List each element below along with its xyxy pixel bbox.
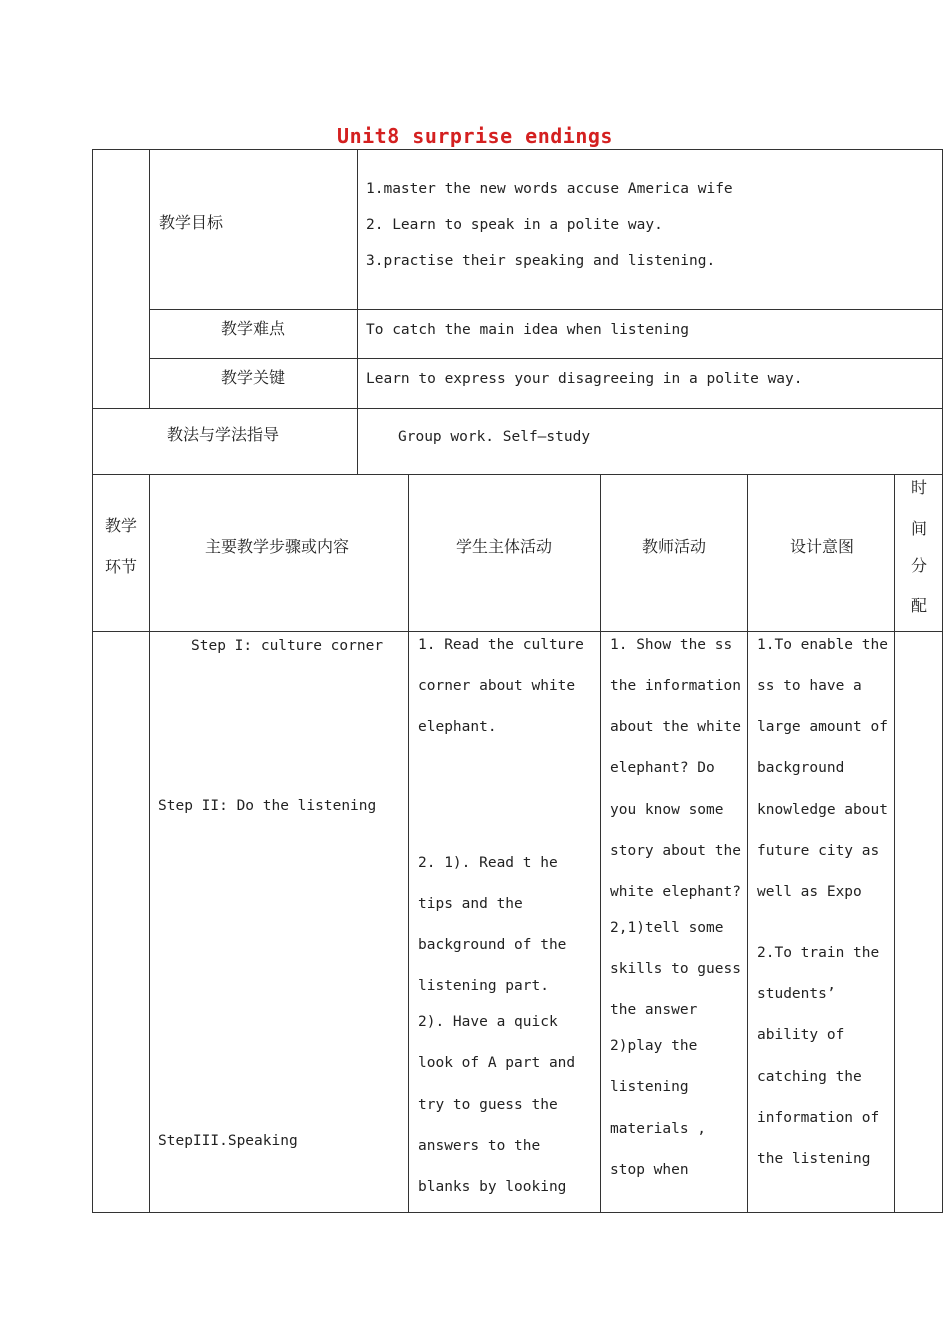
list-item: ability of xyxy=(757,1027,845,1043)
list-item: listening xyxy=(610,1079,689,1095)
list-item: listening part. xyxy=(418,978,549,994)
list-item: elephant. xyxy=(418,719,497,735)
objective-2: 2. Learn to speak in a polite way. xyxy=(366,217,663,233)
list-item: the listening xyxy=(757,1151,871,1167)
list-item: corner about white xyxy=(418,678,576,694)
list-item: background of the xyxy=(418,937,567,953)
list-item: try to guess the xyxy=(418,1097,558,1113)
list-item: the information xyxy=(610,678,741,694)
col-time-char-1: 时 xyxy=(911,478,928,497)
list-item: materials , xyxy=(610,1121,707,1137)
col-teacher: 教师活动 xyxy=(642,537,707,556)
list-item: blanks by looking xyxy=(418,1179,567,1195)
list-item: catching the xyxy=(757,1069,862,1085)
col-time-char-3: 分 xyxy=(911,556,928,575)
key-value: Learn to express your disagreeing in a polite way. xyxy=(366,371,803,387)
step-1: Step I: culture corner xyxy=(191,638,384,654)
list-item: ss to have a xyxy=(757,678,862,694)
list-item: story about the xyxy=(610,843,741,859)
objective-3: 3.practise their speaking and listening. xyxy=(366,253,716,269)
method-label: 教法与学法指导 xyxy=(167,425,280,444)
list-item: students’ xyxy=(757,986,836,1002)
list-item: elephant? Do xyxy=(610,760,715,776)
difficulty-value: To catch the main idea when listening xyxy=(366,322,690,338)
list-item: well as Expo xyxy=(757,884,862,900)
col-stage-line2: 环节 xyxy=(105,557,138,576)
list-item: knowledge about xyxy=(757,802,888,818)
list-item: background xyxy=(757,760,845,776)
col-time-char-4: 配 xyxy=(911,596,928,615)
list-item: the answer xyxy=(610,1002,698,1018)
method-value: Group work. Self—study xyxy=(398,429,591,445)
list-item: 2)play the xyxy=(610,1038,698,1054)
col-stage-line1: 教学 xyxy=(105,516,138,535)
list-item: 2). Have a quick xyxy=(418,1014,558,1030)
difficulty-label: 教学难点 xyxy=(221,319,286,338)
list-item: 2,1)tell some xyxy=(610,920,724,936)
list-item: tips and the xyxy=(418,896,523,912)
list-item: skills to guess xyxy=(610,961,741,977)
list-item: answers to the xyxy=(418,1138,541,1154)
list-item: information of xyxy=(757,1110,880,1126)
list-item: 2. 1). Read t he xyxy=(418,855,558,871)
col-steps: 主要教学步骤或内容 xyxy=(205,537,350,556)
step-3: StepIII.Speaking xyxy=(158,1133,298,1149)
list-item: you know some xyxy=(610,802,724,818)
col-time-char-2: 间 xyxy=(911,519,928,538)
page-title: Unit8 surprise endings xyxy=(337,124,613,148)
list-item: large amount of xyxy=(757,719,888,735)
objective-1: 1.master the new words accuse America wife xyxy=(366,181,733,197)
list-item: about the white xyxy=(610,719,741,735)
objectives-label: 教学目标 xyxy=(159,213,224,232)
list-item: 1. Read the culture xyxy=(418,637,584,653)
key-label: 教学关键 xyxy=(221,368,286,387)
list-item: future city as xyxy=(757,843,880,859)
list-item: stop when xyxy=(610,1162,689,1178)
col-design: 设计意图 xyxy=(790,537,855,556)
col-student: 学生主体活动 xyxy=(456,537,553,556)
list-item: 1.To enable the xyxy=(757,637,888,653)
step-2: Step II: Do the listening xyxy=(158,798,377,814)
list-item: look of A part and xyxy=(418,1055,576,1071)
list-item: white elephant? xyxy=(610,884,741,900)
list-item: 2.To train the xyxy=(757,945,880,961)
list-item: 1. Show the ss xyxy=(610,637,733,653)
